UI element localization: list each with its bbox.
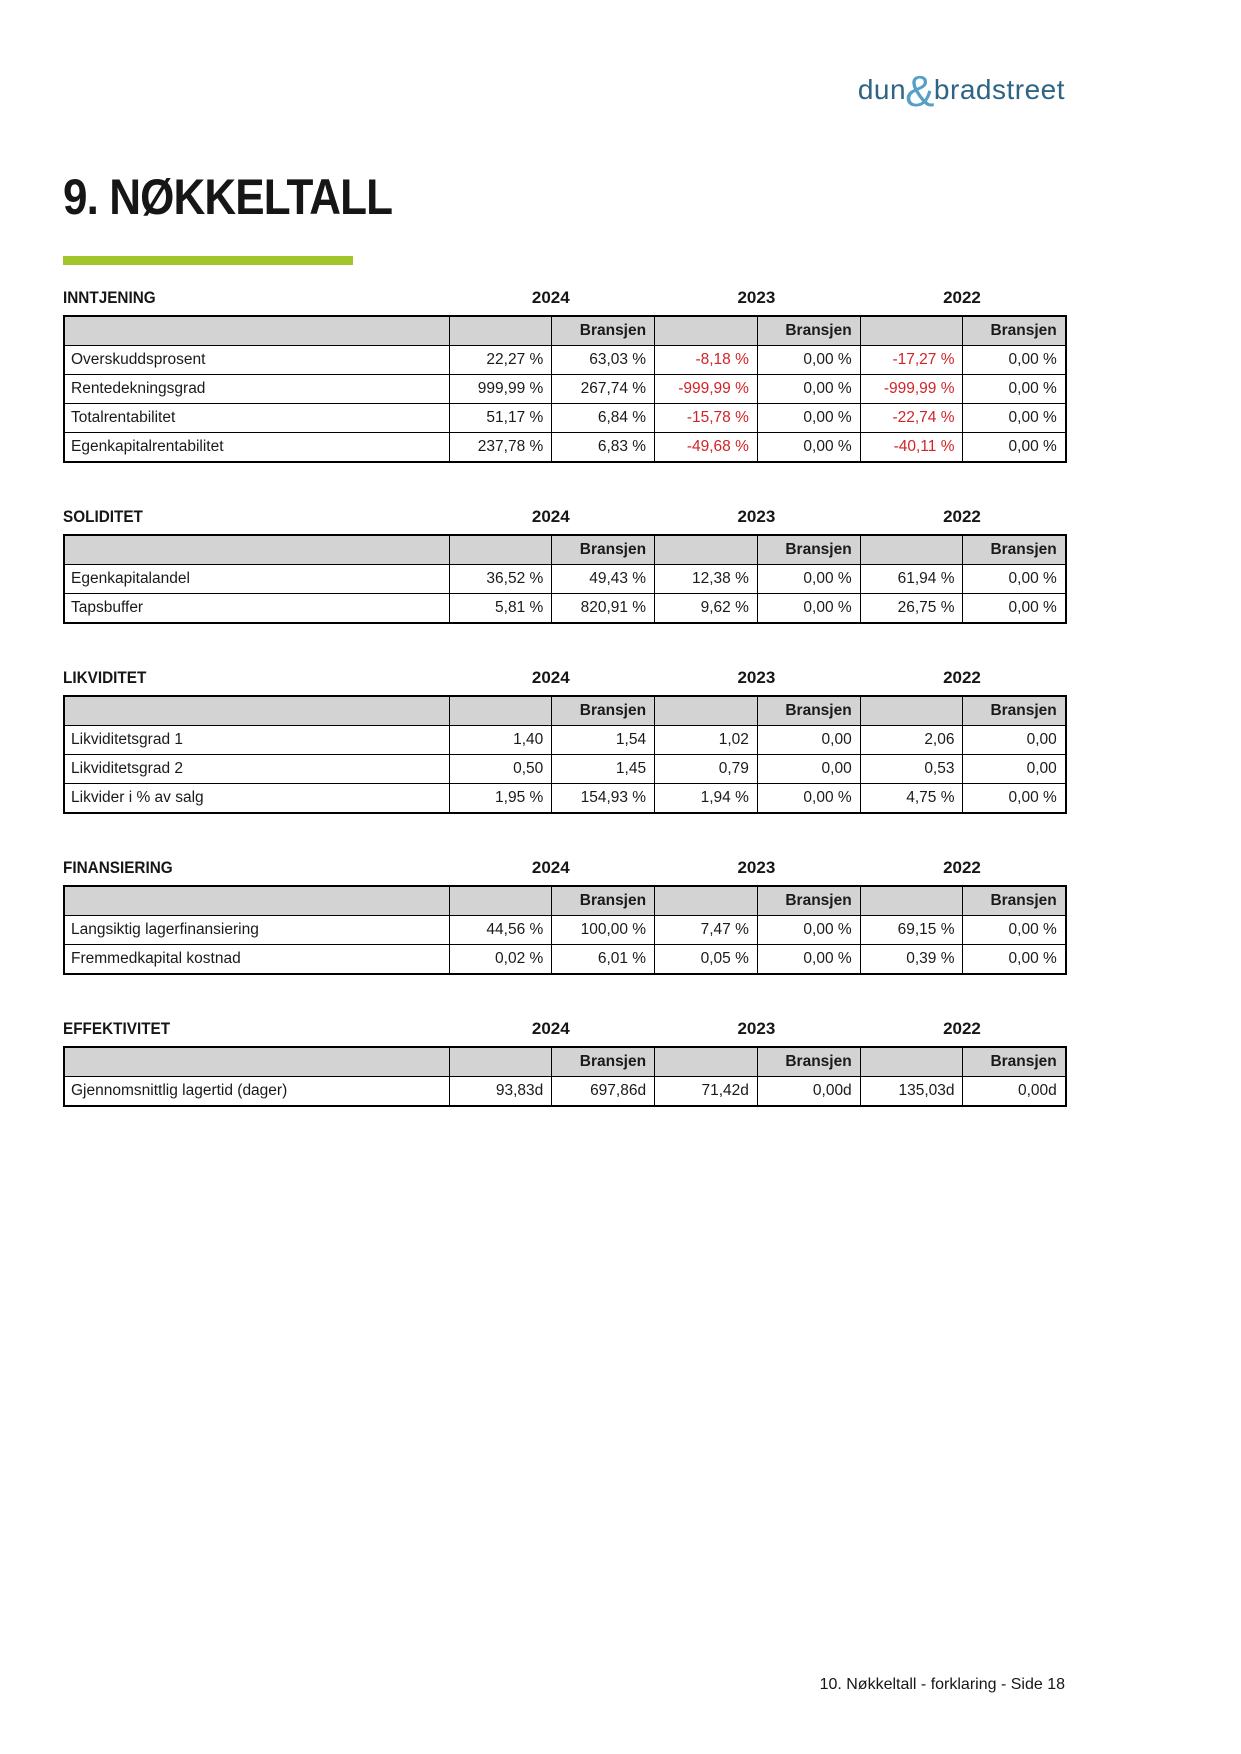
bransjen-header-cell: Bransjen — [757, 535, 860, 565]
value-cell: 0,00 % — [757, 404, 860, 433]
empty-header-cell — [860, 535, 963, 565]
bransjen-header-row — [64, 535, 1066, 565]
table-row — [64, 565, 1066, 594]
empty-header-cell — [449, 535, 552, 565]
page-footer: 10. Nøkkeltall - forklaring - Side 18 — [819, 1676, 1065, 1693]
value-cell: 0,50 — [449, 755, 552, 784]
table-row — [64, 375, 1066, 404]
value-cell: 1,95 % — [449, 784, 552, 814]
value-cell: 0,00 % — [963, 565, 1066, 594]
value-cell: 0,00 % — [963, 945, 1066, 975]
empty-header-cell — [655, 886, 758, 916]
bransjen-header-cell: Bransjen — [963, 886, 1066, 916]
value-cell: 0,00 % — [963, 346, 1066, 375]
value-cell: 0,00 — [963, 726, 1066, 755]
value-cell: 0,00 % — [757, 784, 860, 814]
value-cell: 0,00 % — [963, 916, 1066, 945]
bransjen-header-row — [64, 696, 1066, 726]
key-figures-table — [63, 885, 1067, 975]
value-cell: 61,94 % — [860, 565, 963, 594]
value-cell: 0,00 % — [757, 945, 860, 975]
row-label: Rentedekningsgrad — [64, 375, 449, 404]
table-row — [64, 346, 1066, 375]
bransjen-header-cell: Bransjen — [552, 1047, 655, 1077]
value-cell: 0,79 — [655, 755, 758, 784]
section-header — [63, 1019, 1065, 1039]
title-accent-bar — [63, 256, 353, 265]
row-label: Egenkapitalrentabilitet — [64, 433, 449, 463]
value-cell: 0,00 % — [757, 916, 860, 945]
value-cell: -22,74 % — [860, 404, 963, 433]
empty-header-cell — [449, 316, 552, 346]
dun-bradstreet-logo — [857, 67, 1065, 116]
section-title: EFFEKTIVITET — [63, 1019, 171, 1038]
value-cell: 71,42d — [655, 1077, 758, 1107]
key-figures-table — [63, 315, 1067, 463]
value-cell: 5,81 % — [449, 594, 552, 624]
key-figures-table — [63, 695, 1067, 814]
value-cell: 0,00 % — [963, 433, 1066, 463]
table-row — [64, 916, 1066, 945]
empty-header-cell — [655, 535, 758, 565]
year-label: 2024 — [531, 858, 570, 877]
section-title: INNTJENING — [63, 288, 156, 307]
bransjen-header-row — [64, 1047, 1066, 1077]
row-label: Overskuddsprosent — [64, 346, 449, 375]
value-cell: 0,00 % — [757, 346, 860, 375]
key-figures-section — [63, 1019, 1065, 1107]
value-cell: 6,01 % — [552, 945, 655, 975]
table-row — [64, 1077, 1066, 1107]
row-label: Likviditetsgrad 1 — [64, 726, 449, 755]
value-cell: 267,74 % — [552, 375, 655, 404]
bransjen-header-cell: Bransjen — [963, 316, 1066, 346]
section-header — [63, 858, 1065, 878]
year-label: 2024 — [531, 507, 570, 526]
row-label: Fremmedkapital kostnad — [64, 945, 449, 975]
empty-header-cell — [64, 886, 449, 916]
section-header — [63, 668, 1065, 688]
bransjen-header-cell: Bransjen — [757, 886, 860, 916]
section-header — [63, 507, 1065, 527]
key-figures-section — [63, 507, 1065, 624]
value-cell: 36,52 % — [449, 565, 552, 594]
empty-header-cell — [860, 696, 963, 726]
empty-header-cell — [860, 886, 963, 916]
value-cell: 1,94 % — [655, 784, 758, 814]
bransjen-header-cell: Bransjen — [757, 1047, 860, 1077]
value-cell: 1,40 — [449, 726, 552, 755]
table-row — [64, 433, 1066, 463]
year-label: 2024 — [531, 288, 570, 307]
key-figures-section — [63, 668, 1065, 814]
value-cell: 0,53 — [860, 755, 963, 784]
value-cell: 237,78 % — [449, 433, 552, 463]
empty-header-cell — [860, 316, 963, 346]
key-figures-table — [63, 1046, 1067, 1107]
value-cell: 0,00 — [757, 726, 860, 755]
empty-header-cell — [64, 535, 449, 565]
sections-container — [63, 288, 1065, 1151]
bransjen-header-cell: Bransjen — [552, 535, 655, 565]
value-cell: 93,83d — [449, 1077, 552, 1107]
empty-header-cell — [655, 316, 758, 346]
value-cell: 0,00 — [757, 755, 860, 784]
value-cell: -999,99 % — [860, 375, 963, 404]
bransjen-header-cell: Bransjen — [757, 316, 860, 346]
table-row — [64, 404, 1066, 433]
empty-header-cell — [449, 696, 552, 726]
value-cell: 7,47 % — [655, 916, 758, 945]
value-cell: 820,91 % — [552, 594, 655, 624]
key-figures-section — [63, 288, 1065, 463]
logo-text-dun: dun — [857, 74, 907, 105]
value-cell: 0,05 % — [655, 945, 758, 975]
logo-text-bradstreet: bradstreet — [933, 74, 1065, 105]
value-cell: 0,00 % — [757, 565, 860, 594]
year-label: 2022 — [943, 507, 981, 526]
value-cell: 0,00 % — [963, 594, 1066, 624]
bransjen-header-cell: Bransjen — [552, 696, 655, 726]
year-label: 2023 — [737, 858, 776, 877]
value-cell: 69,15 % — [860, 916, 963, 945]
table-row — [64, 755, 1066, 784]
empty-header-cell — [64, 316, 449, 346]
value-cell: -49,68 % — [655, 433, 758, 463]
value-cell: 2,06 — [860, 726, 963, 755]
year-label: 2024 — [531, 668, 570, 687]
value-cell: 0,00 % — [963, 375, 1066, 404]
year-label: 2022 — [943, 288, 981, 307]
year-label: 2023 — [737, 288, 776, 307]
logo-ampersand-icon: & — [905, 67, 935, 116]
row-label: Gjennomsnittlig lagertid (dager) — [64, 1077, 449, 1107]
value-cell: 22,27 % — [449, 346, 552, 375]
year-label: 2024 — [531, 1019, 570, 1038]
key-figures-section — [63, 858, 1065, 975]
value-cell: 1,02 — [655, 726, 758, 755]
value-cell: 999,99 % — [449, 375, 552, 404]
bransjen-header-cell: Bransjen — [552, 886, 655, 916]
value-cell: 51,17 % — [449, 404, 552, 433]
value-cell: 49,43 % — [552, 565, 655, 594]
row-label: Egenkapitalandel — [64, 565, 449, 594]
value-cell: 0,02 % — [449, 945, 552, 975]
value-cell: 26,75 % — [860, 594, 963, 624]
bransjen-header-row — [64, 886, 1066, 916]
value-cell: -40,11 % — [860, 433, 963, 463]
year-label: 2023 — [737, 1019, 776, 1038]
section-title: LIKVIDITET — [63, 668, 147, 687]
row-label: Tapsbuffer — [64, 594, 449, 624]
value-cell: 0,39 % — [860, 945, 963, 975]
year-label: 2022 — [943, 668, 981, 687]
value-cell: -999,99 % — [655, 375, 758, 404]
empty-header-cell — [449, 886, 552, 916]
empty-header-cell — [655, 1047, 758, 1077]
bransjen-header-cell: Bransjen — [963, 535, 1066, 565]
empty-header-cell — [64, 696, 449, 726]
value-cell: 0,00 % — [757, 594, 860, 624]
empty-header-cell — [64, 1047, 449, 1077]
value-cell: 1,54 — [552, 726, 655, 755]
value-cell: 0,00d — [963, 1077, 1066, 1107]
bransjen-header-row — [64, 316, 1066, 346]
empty-header-cell — [860, 1047, 963, 1077]
value-cell: -15,78 % — [655, 404, 758, 433]
value-cell: 135,03d — [860, 1077, 963, 1107]
bransjen-header-cell: Bransjen — [757, 696, 860, 726]
value-cell: 0,00 % — [757, 433, 860, 463]
value-cell: 4,75 % — [860, 784, 963, 814]
value-cell: -8,18 % — [655, 346, 758, 375]
table-row — [64, 945, 1066, 975]
value-cell: 44,56 % — [449, 916, 552, 945]
value-cell: 697,86d — [552, 1077, 655, 1107]
value-cell: 12,38 % — [655, 565, 758, 594]
value-cell: 0,00 % — [963, 784, 1066, 814]
table-row — [64, 784, 1066, 814]
section-title: SOLIDITET — [63, 507, 143, 526]
table-row — [64, 594, 1066, 624]
bransjen-header-cell: Bransjen — [963, 1047, 1066, 1077]
row-label: Likvider i % av salg — [64, 784, 449, 814]
row-label: Langsiktig lagerfinansiering — [64, 916, 449, 945]
value-cell: 154,93 % — [552, 784, 655, 814]
value-cell: 63,03 % — [552, 346, 655, 375]
value-cell: 1,45 — [552, 755, 655, 784]
value-cell: 9,62 % — [655, 594, 758, 624]
value-cell: -17,27 % — [860, 346, 963, 375]
year-label: 2022 — [943, 1019, 981, 1038]
year-label: 2022 — [943, 858, 981, 877]
row-label: Totalrentabilitet — [64, 404, 449, 433]
value-cell: 6,83 % — [552, 433, 655, 463]
bransjen-header-cell: Bransjen — [552, 316, 655, 346]
section-header — [63, 288, 1065, 308]
value-cell: 0,00 % — [963, 404, 1066, 433]
bransjen-header-cell: Bransjen — [963, 696, 1066, 726]
year-label: 2023 — [737, 507, 776, 526]
value-cell: 0,00 — [963, 755, 1066, 784]
section-title: FINANSIERING — [63, 858, 173, 877]
value-cell: 0,00 % — [757, 375, 860, 404]
empty-header-cell — [655, 696, 758, 726]
key-figures-table — [63, 534, 1067, 624]
table-row — [64, 726, 1066, 755]
row-label: Likviditetsgrad 2 — [64, 755, 449, 784]
value-cell: 0,00d — [757, 1077, 860, 1107]
year-label: 2023 — [737, 668, 776, 687]
value-cell: 6,84 % — [552, 404, 655, 433]
page-title: 9. NØKKELTALL — [63, 169, 393, 225]
value-cell: 100,00 % — [552, 916, 655, 945]
empty-header-cell — [449, 1047, 552, 1077]
